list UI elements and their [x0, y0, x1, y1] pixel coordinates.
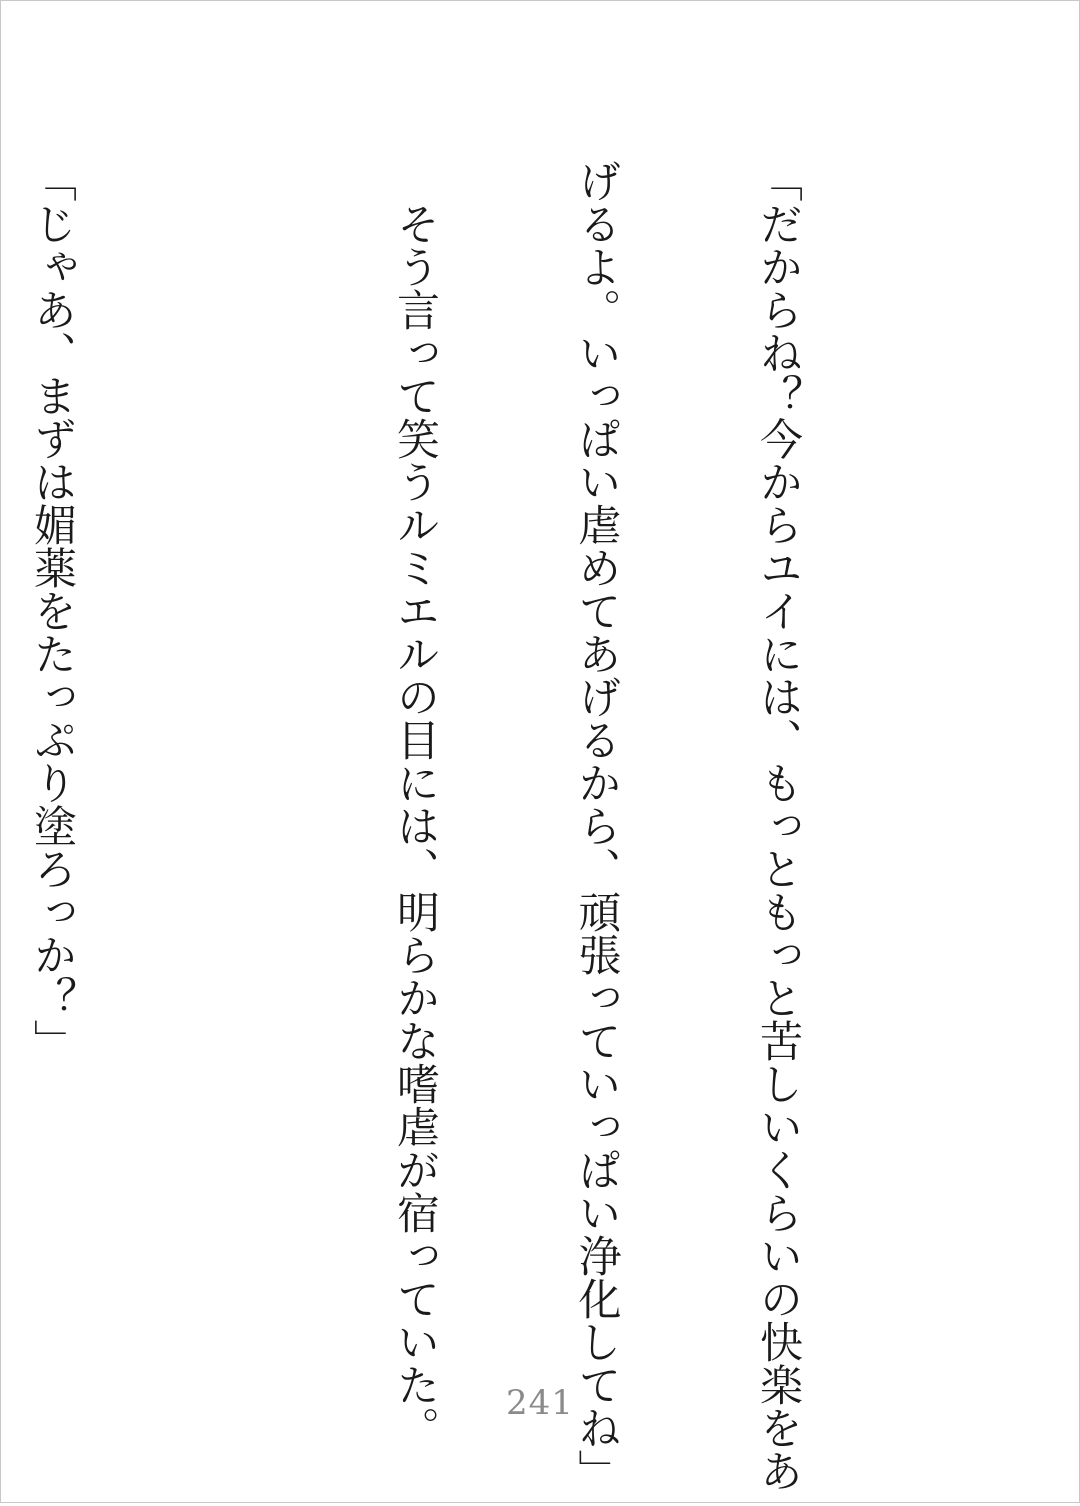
- page-number: 241: [506, 1383, 574, 1423]
- blank-line: [203, 159, 264, 1344]
- text-line: げるよ。いっぱい虐めてあげるから、頑張っていっぱい浄化してね」: [571, 159, 622, 1492]
- text-line: 「だからね？今からユイには、もっともっと苦しいくらいの快楽をあ: [753, 159, 803, 1492]
- text-line: そう言って笑うルミエルの目には、明らかな嗜虐が宿っていた。: [390, 159, 440, 1449]
- text-line: 「じゃあ、まずは媚薬をたっぷり塗ろっか？」: [27, 159, 77, 1062]
